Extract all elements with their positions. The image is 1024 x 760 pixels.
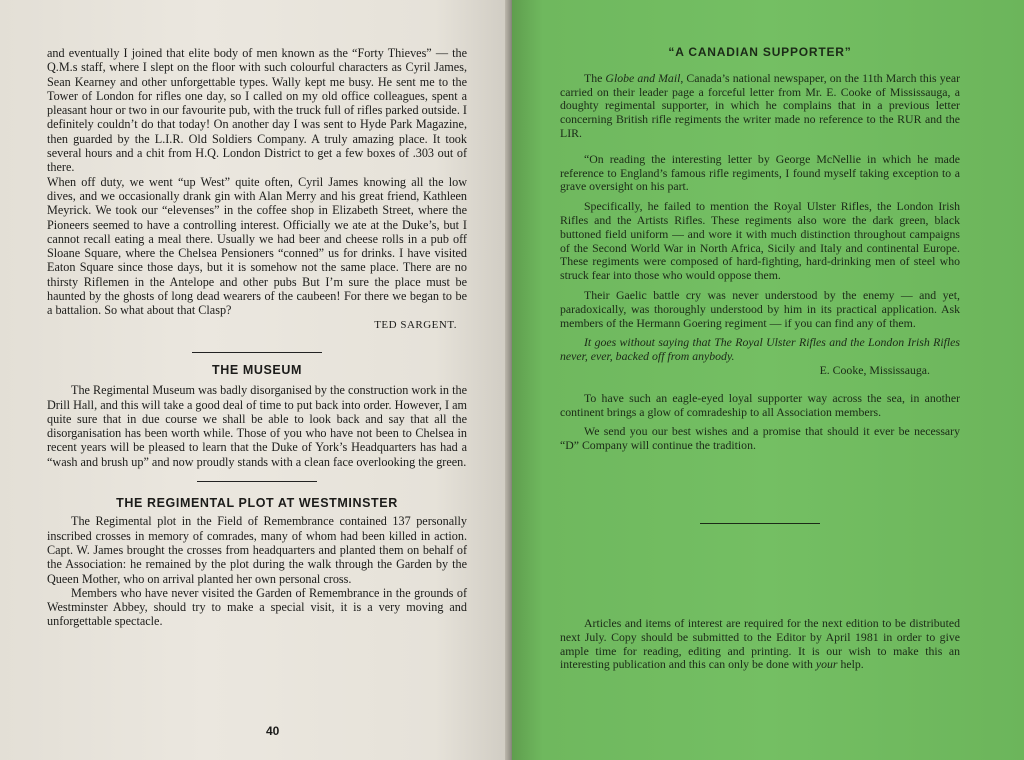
museum-heading: THE MUSEUM — [211, 362, 303, 377]
right-page — [512, 0, 1024, 760]
museum-paragraph: The Regimental Museum was badly disorganised by the construction work in the Drill Hall, and this will take a good deal of time to put back into order. However, I am quite sure that in due course we shall be able to look back and say that all the disorganisation has been worth while. Those of you who have not been to Chelsea in recent years will be pleased to learn that the Duke of York’s Headquarters has had a “wash and brush up” and now proudly stands with a clean face overlooking the green. — [47, 383, 467, 469]
right-column — [560, 46, 960, 524]
notice-text-end: help. — [837, 657, 864, 672]
regimental-plot-paragraph-2: Members who have never visited the Garden of Remembrance in the grounds of Westminster Abbey, should try to make a special visit, it is a very moving and unforgettable spectacle. — [47, 585, 467, 629]
outro-paragraph-2: We send you our best wishes and a promise that should it ever be necessary “D” Company will continue the tradition. — [560, 424, 960, 453]
page-number: 40 — [266, 724, 280, 738]
letter-paragraph-2: Specifically, he failed to mention the Royal Ulster Rifles, the London Irish Rifles and the Artists Rifles. These regiments also wore the dark green, black buttoned field uniform — and wore it with much distinction throughout campaigns of the Second World War in North Africa, Sicily and Italy and continental Europe. These regiments were composed of hard-fighting, hard-drinking men of steel who struck fear into those who would oppose them. — [560, 199, 960, 283]
letter-paragraph-1: “On reading the interesting letter by George McNellie in which he made reference to England’s famous rifle regiments, I found myself taking exception to a grave oversight on his part. — [560, 151, 960, 194]
intro-text-start: The — [584, 70, 606, 85]
author-signature: TED SARGENT. — [374, 318, 457, 331]
notice-emphasis: your — [815, 657, 838, 672]
regimental-plot-heading: THE REGIMENTAL PLOT AT WESTMINSTER — [116, 496, 398, 511]
notice-text-start: Articles and items of interest are required for the next edition to be distributed next July. Copy should be submitted to the Editor by April 1981 in order to give ample time for reading, editing and printing. It is our wish to make this an interesting publication and this can only be done with — [560, 616, 960, 672]
section-divider — [192, 352, 322, 353]
intro-paragraph — [560, 72, 960, 141]
regimental-plot-paragraph-1: The Regimental plot in the Field of Remembrance contained 137 personally inscribed crosses in memory of comrades, many of whom had been killed in action. Capt. W. James brought the crosses from headquarters and planted them on behalf of the Association: he remained by the plot during the walk through the Garden by the Queen Mother, who on arrival planted her own personal cross. — [47, 514, 467, 586]
canadian-supporter-heading: “A CANADIAN SUPPORTER” — [668, 45, 852, 59]
letter-paragraph-3: Their Gaelic battle cry was never understood by the enemy — and yet, paradoxically, was thoroughly understood by him in its practical application. Ask members of the Hermann Goering regiment — if you can find any of them. — [560, 287, 960, 330]
submission-notice-paragraph — [560, 617, 960, 672]
submission-notice — [560, 617, 960, 672]
memoir-paragraph-2: When off duty, we went “up West” quite often, Cyril James knowing all the low dives, and we occasionally drank gin with Alan Merry and his great friend, Kathleen Meyrick. We took our “elevenses” in the coffee shop in Elizabeth Street, where the Pioneers seemed to have a controlling interest. Officially we ate at the Duke’s, but I cannot recall eating a meal there. Usually we had beer and cheese rolls in a pub off Sloane Square, where the Chelsea Pensioners “conned” us for drinks. I have visited Eaton Square since those days, but it is somehow not the same place. There are no thirsty Riflemen in the Antelope and other pubs But I’m sure the place must be haunted by the ghosts of long dead wearers of the caubeen! For there we began to be a battalion. So what about that Clasp? — [47, 174, 467, 318]
left-column — [47, 46, 467, 629]
letter-closing: It goes without saying that The Royal Ulster Rifles and the London Irish Rifles never, ever, backed off from anybody. — [560, 335, 960, 364]
outro-paragraph-1: To have such an eagle-eyed loyal supporter way across the sea, in another continent brings a glow of comradeship to all Association members. — [560, 390, 960, 419]
section-divider — [197, 481, 317, 482]
memoir-paragraph-1: and eventually I joined that elite body of men known as the “Forty Thieves” — the Q.M.s staff, where I slept on the floor with such colourful characters as Cyril James, Sean Kearney and other unforgettable types. Wally kept me busy. He sent me to the Tower of London for rifles one day, so I called on my old office colleagues, spent a pleasant hour or two in our favourite pub, with the truck full of rifles parked outside. I definitely couldn’t do that today! On another day I was sent to Hyde Park Magazine, then guarded by the L.I.R. Old Soldiers Company. A truly amazing place. It took several hours and a chit from H.Q. London District to get a few boxes of .303 out of there. — [47, 46, 467, 175]
letter-signature: E. Cooke, Mississauga. — [819, 362, 930, 377]
intro-text-end: , Canada’s national newspaper, on the 11th March this year carried on their leader page a forceful letter from Mr. E. Cooke of Mississauga, a doughty regimental supporter, in which he complains that in a previous letter concerning British rifle regiments the writer made no reference to the RUR and the LIR. — [560, 70, 960, 140]
newspaper-name: Globe and Mail — [605, 70, 681, 85]
section-divider — [700, 523, 820, 524]
